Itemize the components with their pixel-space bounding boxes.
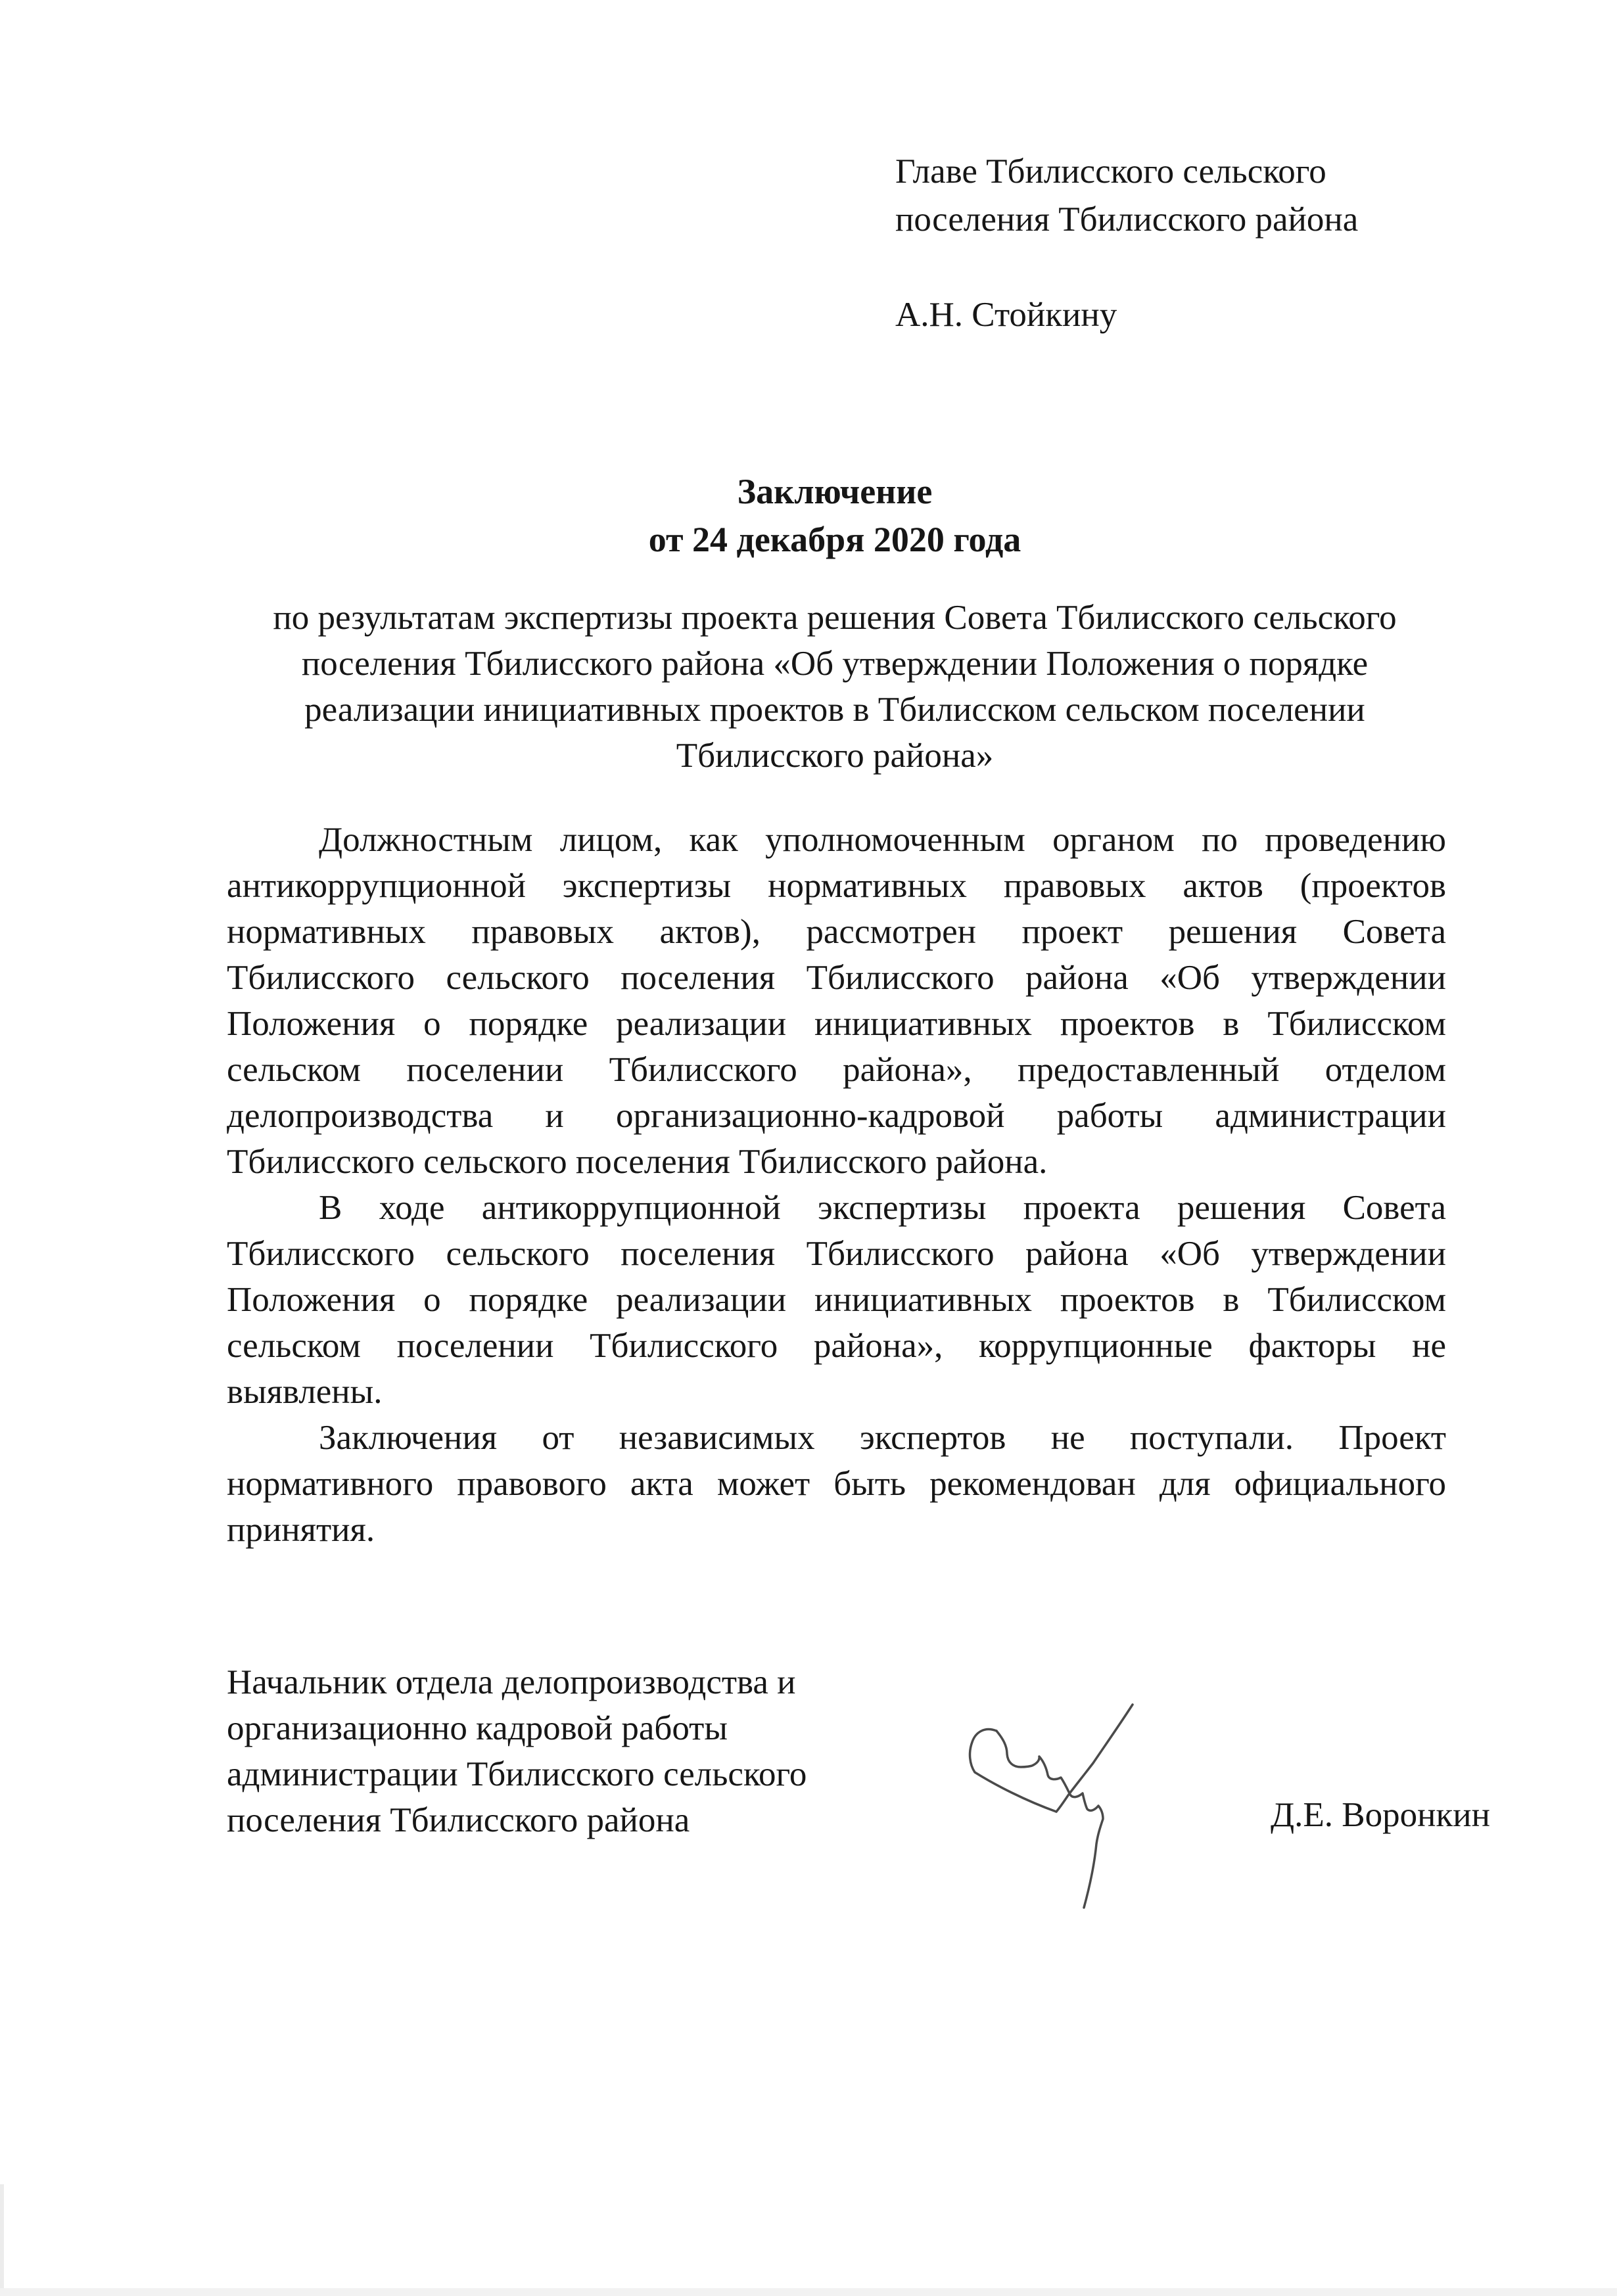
subject-line-3: реализации инициативных проектов в Тбилисском сельском поселении: [304, 691, 1365, 729]
text-line: антикоррупционной экспертизы нормативных правовых актов (проектов: [227, 867, 1446, 905]
handwritten-signature-icon: [933, 1676, 1209, 1952]
text-line: Заключения от независимых экспертов не поступали. Проект: [319, 1419, 1446, 1457]
document-title: Заключение: [737, 472, 933, 511]
document-title-block: [210, 468, 1459, 564]
addressee-line-1: Главе Тбилисского сельского: [895, 152, 1326, 191]
text-line: Положения о порядке реализации инициативных проектов в Тбилисском: [227, 1281, 1446, 1319]
text-line: Должностным лицом, как уполномоченным органом по проведению: [319, 821, 1446, 859]
signature-stroke-loop: [970, 1730, 1056, 1812]
position-line-2: организационно кадровой работы: [227, 1709, 728, 1747]
position-line-1: Начальник отдела делопроизводства и: [227, 1663, 796, 1701]
addressee-line-2: поселения Тбилисского района: [895, 200, 1359, 239]
paragraph-2: [227, 1185, 1446, 1415]
subject-line-2: поселения Тбилисского района «Об утверждении Положения о порядке: [301, 645, 1369, 683]
text-line: делопроизводства и организационно-кадровой работы администрации: [227, 1097, 1446, 1135]
addressee-name: А.Н. Стойкину: [895, 296, 1117, 334]
paragraph-3: [227, 1415, 1446, 1553]
subject-line-4: Тбилисского района»: [676, 737, 994, 775]
body-text: [227, 817, 1446, 1553]
text-line: сельском поселении Тбилисского района», предоставленный отделом: [227, 1051, 1446, 1089]
text-line: принятия.: [227, 1511, 375, 1549]
signer-name: Д.Е. Воронкин: [1271, 1796, 1490, 1834]
signature-position-block: [227, 1659, 1016, 1843]
text-line: выявлены.: [227, 1373, 383, 1411]
text-line: В ходе антикоррупционной экспертизы проекта решения Совета: [319, 1189, 1446, 1227]
text-line: нормативного правового акта может быть рекомендован для официального: [227, 1465, 1446, 1503]
subject-block: [210, 595, 1459, 779]
position-line-4: поселения Тбилисского района: [227, 1801, 690, 1839]
position-line-3: администрации Тбилисского сельского: [227, 1755, 807, 1793]
text-line: сельском поселении Тбилисского района», коррупционные факторы не: [227, 1327, 1446, 1365]
scan-artifact-left-edge: [0, 2184, 4, 2296]
text-line: Положения о порядке реализации инициативных проектов в Тбилисском: [227, 1005, 1446, 1043]
scan-artifact-bottom-edge: [0, 2288, 1617, 2296]
text-line: Тбилисского сельского поселения Тбилисского района «Об утверждении: [227, 959, 1446, 997]
addressee-block: [895, 148, 1500, 339]
text-line: Тбилисского сельского поселения Тбилисского района.: [227, 1143, 1048, 1181]
signature-stroke-wave: [996, 1731, 1103, 1908]
document-date: от 24 декабря 2020 года: [648, 520, 1021, 559]
subject-line-1: по результатам экспертизы проекта решения Совета Тбилисского сельского: [273, 599, 1397, 637]
text-line: нормативных правовых актов), рассмотрен проект решения Совета: [227, 913, 1446, 951]
text-line: Тбилисского сельского поселения Тбилисского района «Об утверждении: [227, 1235, 1446, 1273]
signature-stroke-diagonal: [1056, 1705, 1133, 1812]
paragraph-1: [227, 817, 1446, 1185]
